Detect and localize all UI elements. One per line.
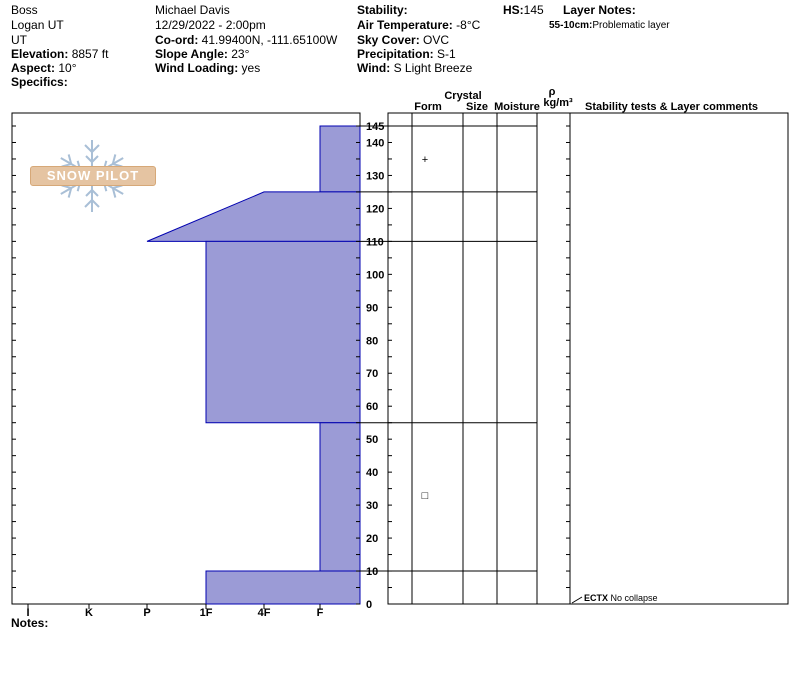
aspect: Aspect: 10° bbox=[11, 61, 77, 75]
depth-tick-label: 70 bbox=[366, 368, 379, 381]
stability-test-pointer bbox=[572, 597, 582, 603]
state: UT bbox=[11, 33, 27, 47]
depth-tick-label: 20 bbox=[366, 533, 379, 546]
stability: Stability: bbox=[357, 3, 408, 17]
depth-tick-label: 30 bbox=[366, 500, 379, 513]
precipitation: Precipitation: S-1 bbox=[357, 47, 456, 61]
depth-tick-label: 120 bbox=[366, 203, 385, 216]
crystal-form-symbol: + bbox=[421, 153, 429, 166]
location: Logan UT bbox=[11, 18, 64, 32]
wind: Wind: S Light Breeze bbox=[357, 61, 473, 75]
depth-tick-label: 90 bbox=[366, 302, 379, 315]
slope-angle: Slope Angle: 23° bbox=[155, 47, 250, 61]
header-form: Form bbox=[414, 101, 442, 113]
hardness-tick-label: F bbox=[316, 607, 324, 619]
hardness-layer bbox=[320, 423, 360, 571]
depth-tick-label: 110 bbox=[366, 236, 384, 249]
hardness-tick-label: 1F bbox=[199, 607, 213, 619]
hardness-layer bbox=[206, 241, 360, 422]
sky-cover: Sky Cover: OVC bbox=[357, 33, 450, 47]
header-rho: ρ bbox=[548, 86, 556, 98]
depth-tick-label: 0 bbox=[366, 599, 373, 611]
header-stability-comments: Stability tests & Layer comments bbox=[585, 101, 759, 113]
depth-tick-label: 50 bbox=[366, 434, 379, 447]
stability-frame bbox=[570, 113, 788, 604]
layer-table-frame bbox=[388, 113, 570, 604]
hardness-tick-label: 4F bbox=[257, 607, 271, 619]
header-moisture: Moisture bbox=[494, 101, 540, 113]
observer: Boss bbox=[11, 3, 38, 17]
notes: Notes: bbox=[11, 616, 49, 630]
hardness-tick-label: P bbox=[143, 607, 151, 619]
crystal-form-symbol: □ bbox=[421, 490, 429, 503]
coordinates: Co-ord: 41.99400N, -111.65100W bbox=[155, 33, 338, 47]
wind-loading: Wind Loading: yes bbox=[155, 61, 261, 75]
depth-tick-label: 130 bbox=[366, 170, 385, 183]
snow-height: HS:145 bbox=[503, 3, 544, 17]
header-size: Size bbox=[465, 101, 489, 113]
hardness-layer bbox=[206, 571, 360, 604]
datetime: 12/29/2022 - 2:00pm bbox=[155, 18, 266, 32]
header-density-unit: kg/m³ bbox=[543, 97, 573, 109]
air-temperature: Air Temperature: -8°C bbox=[357, 18, 481, 32]
depth-tick-label: 145 bbox=[366, 121, 385, 133]
depth-tick-label: 60 bbox=[366, 401, 379, 414]
layer-note: 55-10cm:Problematic layer bbox=[549, 20, 670, 31]
logo-text: SNOW PILOT bbox=[30, 166, 156, 186]
depth-tick-label: 80 bbox=[366, 335, 379, 348]
hardness-layer bbox=[320, 126, 360, 192]
hardness-tick-label: I bbox=[26, 607, 30, 619]
depth-tick-label: 140 bbox=[366, 137, 385, 150]
hardness-tick-label: K bbox=[85, 607, 93, 619]
layer-notes-title: Layer Notes: bbox=[563, 3, 636, 17]
specifics: Specifics: bbox=[11, 75, 68, 89]
depth-tick-label: 100 bbox=[366, 269, 385, 282]
hardness-layer bbox=[147, 192, 360, 241]
stability-test-label: ECTX No collapse bbox=[584, 593, 658, 603]
depth-tick-label: 10 bbox=[366, 566, 379, 579]
header-crystal: Crystal bbox=[444, 90, 482, 102]
depth-tick-label: 40 bbox=[366, 467, 379, 480]
observer-name: Michael Davis bbox=[155, 3, 230, 17]
elevation: Elevation: 8857 ft bbox=[11, 47, 109, 61]
